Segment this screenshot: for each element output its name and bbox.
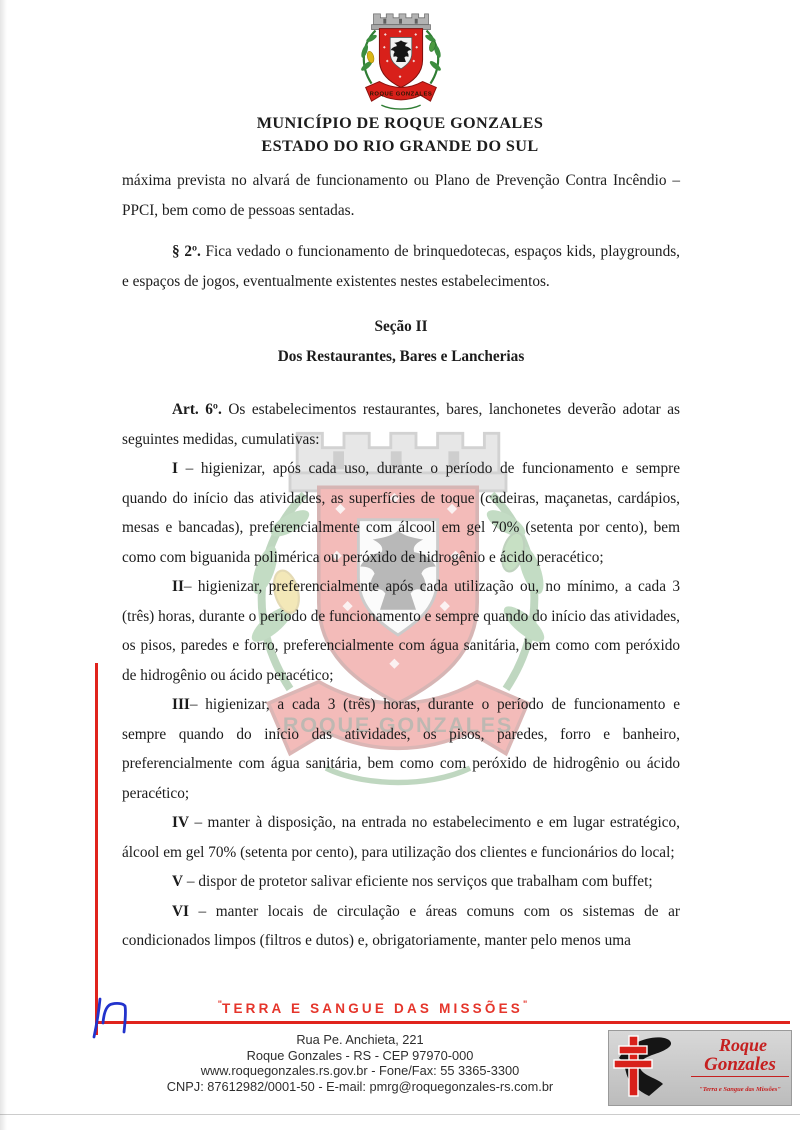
address-line: Rua Pe. Anchieta, 221 — [296, 1032, 424, 1047]
item-paragraph — [122, 897, 680, 956]
paragraph-text: Os estabelecimentos restaurantes, bares, lanchonetes deverão adotar as seguintes medidas, cumulativas: — [122, 401, 680, 448]
article-marker: Art. 6º. — [172, 401, 222, 418]
item-numeral: V — [172, 873, 184, 890]
municipal-coat-of-arms — [351, 7, 451, 113]
item-paragraph — [122, 572, 680, 690]
logo-cross-and-swoosh-icon — [609, 1032, 693, 1104]
scan-edge-shadow — [0, 0, 7, 1130]
item-text: – higienizar, após cada uso, durante o período de funcionamento e sempre quando do início das atividades, as superfícies de toque (cadeiras, maçanetas, cardápios, mesas e bancadas), preferencialmente com álcool em gel 70% (setenta por cento), bem como com biguanida polimérica ou peróxido de hidrogênio e ácido peracético; — [122, 460, 680, 566]
municipal-logo — [608, 1030, 792, 1106]
address-line: CNPJ: 87612982/0001-50 - E-mail: pmrg@roquegonzales-rs.com.br — [166, 1078, 554, 1094]
logo-wordmark — [691, 1035, 789, 1100]
item-paragraph — [122, 867, 680, 897]
logo-name-line1: Roque — [718, 1035, 767, 1055]
red-scan-line-vertical — [95, 663, 98, 1035]
slogan-banner — [90, 999, 655, 1016]
item-text: – manter locais de circulação e áreas comuns com os sistemas de ar condicionados limpos (filtros e dutos) e, obrigatoriamente, manter pelo menos uma — [122, 902, 680, 949]
scan-bottom-edge — [0, 1114, 800, 1115]
item-text: – higienizar, a cada 3 (três) horas, durante o período de funcionamento e sempre quando do início das atividades, os pisos, paredes, forro e banheiro, preferencialmente com água sanitária, bem como com peróxido de hidrogênio ou ácido peracético; — [122, 696, 680, 802]
section-subtitle: Dos Restaurantes, Bares e Lancherias — [277, 347, 525, 365]
body-paragraph: máxima prevista no alvará de funcionamento ou Plano de Prevenção Contra Incêndio – PPCI, bem como de pessoas sentadas. — [122, 172, 680, 219]
address-line: Roque Gonzales - RS - CEP 97970-000 — [246, 1047, 474, 1063]
handwritten-pen-mark — [85, 993, 137, 1043]
municipality-title: MUNICÍPIO DE ROQUE GONZALES — [256, 114, 544, 132]
item-numeral: II — [172, 578, 184, 595]
logo-name-line2: Gonzales — [691, 1055, 789, 1077]
document-body — [122, 166, 680, 956]
article-paragraph — [122, 395, 680, 454]
section-title: Seção II — [374, 318, 428, 335]
slogan-text: TERRA E SANGUE DAS MISSÕES — [222, 1001, 523, 1016]
paragraph-marker: § 2º. — [172, 243, 201, 260]
paragraph-text: Fica vedado o funcionamento de brinquedotecas, espaços kids, playgrounds, e espaços de jogos, eventualmente existentes nestes estabelecimentos. — [122, 243, 680, 290]
item-numeral: III — [172, 696, 190, 713]
item-numeral: I — [172, 460, 178, 477]
item-paragraph — [122, 454, 680, 572]
red-scan-line-horizontal — [95, 1021, 790, 1024]
item-text: – higienizar, preferencialmente após cada utilização ou, no mínimo, a cada 3 (três) horas, durante o período de funcionamento e sempre quando do início das atividades, os pisos, paredes e forro, preferencialmente com água sanitária, bem como com peróxido de hidrogênio ou ácido peracético; — [122, 578, 680, 684]
state-title: ESTADO DO RIO GRANDE DO SUL — [261, 137, 539, 155]
logo-tagline: "Terra e Sangue das Missões" — [699, 1086, 781, 1093]
address-line: www.roquegonzales.rs.gov.br - Fone/Fax: 55 3365-3300 — [200, 1063, 520, 1079]
item-paragraph — [122, 690, 680, 808]
document-header — [0, 112, 800, 158]
item-text: – manter à disposição, na entrada no estabelecimento e em lugar estratégico, álcool em gel 70% (setenta por cento), para utilização dos clientes e funcionários do local; — [122, 814, 680, 861]
item-paragraph — [122, 808, 680, 867]
close-quote: " — [522, 999, 528, 1009]
item-text: – dispor de protetor salivar eficiente nos serviços que trabalham com buffet; — [183, 873, 653, 890]
item-numeral: VI — [172, 902, 189, 920]
open-quote: " — [217, 999, 222, 1009]
body-paragraph — [122, 237, 680, 296]
item-numeral: IV — [172, 814, 189, 831]
